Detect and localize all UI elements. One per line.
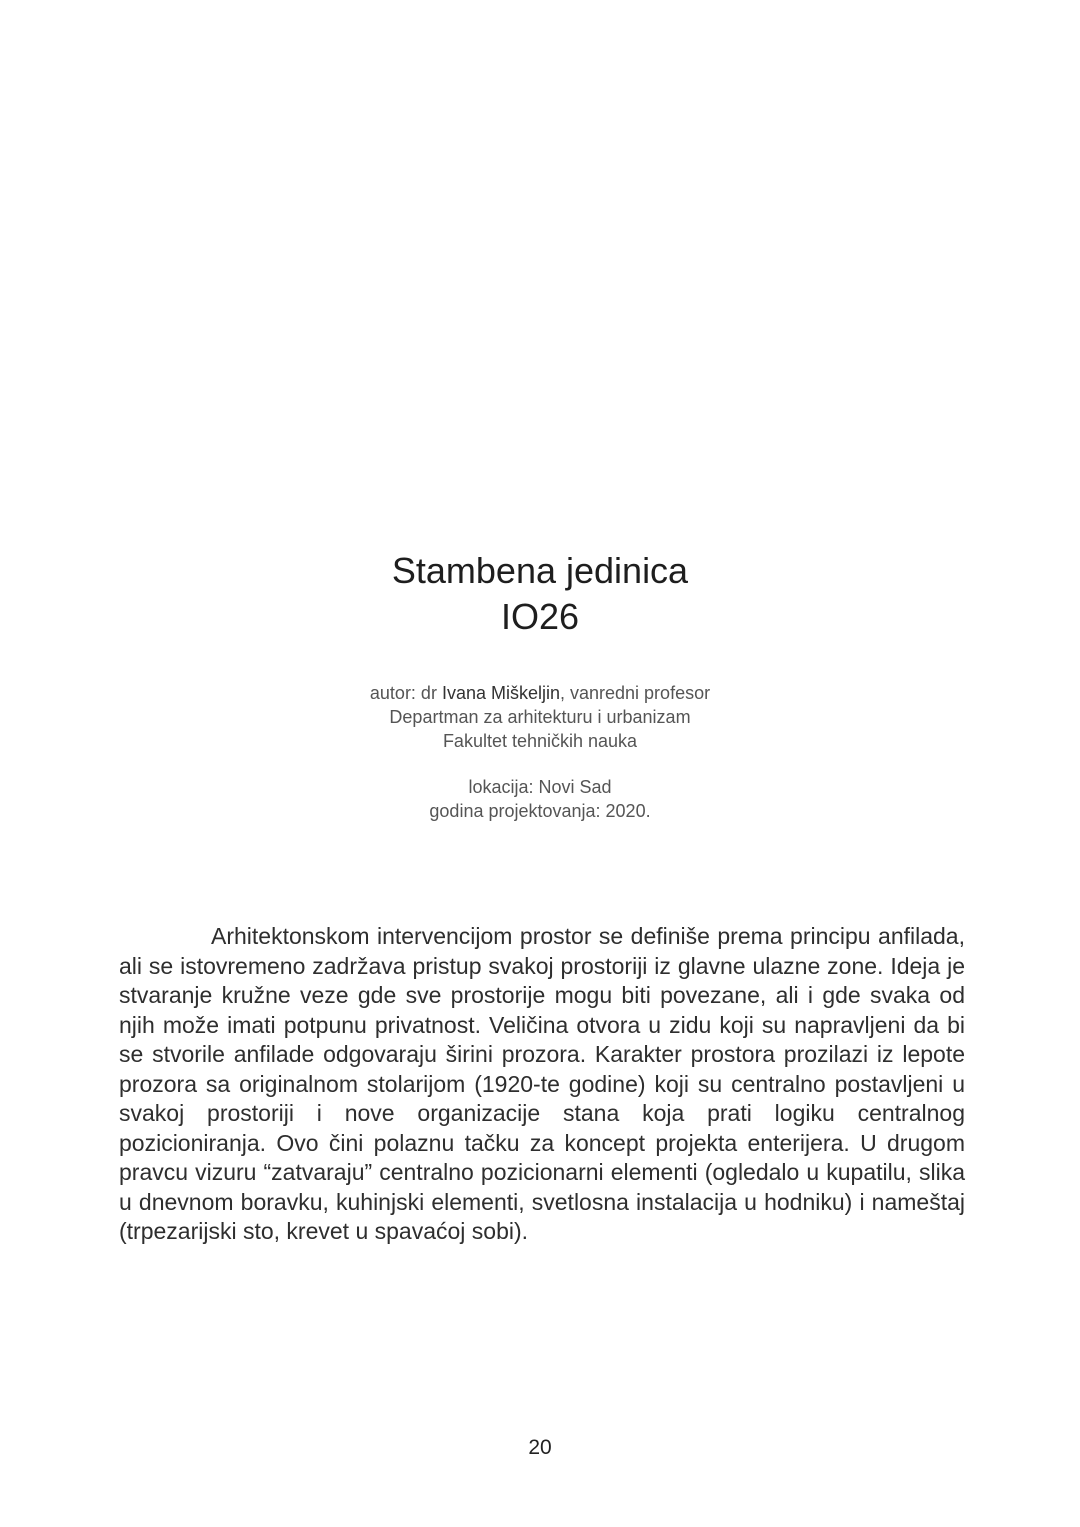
author-line: [0, 681, 1080, 705]
year-line: godina projektovanja: 2020.: [429, 801, 651, 821]
author-suffix: , vanredni profesor: [560, 683, 711, 703]
department-line: Departman za arhitekturu i urbanizam: [389, 707, 691, 727]
location-line: lokacija: Novi Sad: [468, 777, 612, 797]
project-meta: [0, 681, 1080, 823]
author-prefix: autor: dr: [369, 683, 442, 703]
title-line-2: IO26: [500, 596, 580, 637]
body-paragraph: Arhitektonskom intervencijom prostor se definiše prema principu anfilada, ali se istovremeno zadržava pristup svakoj prostoriji iz glavne ulazne zone. Ideja je stvaranje kružne veze gde sve prostorije mogu biti povezane, ali i gde svaka od njih može imati potpunu privatnost. Veličina otvora u zidu koji su napravljeni da bi se stvorile anfilade odgovaraju širini prozora. Karakter prostora prozilazi iz lepote prozora sa originalnom stolarijom (1920-te godine) koji su centralno postavljeni u svakoj prostoriji i nove organizacije stana koja prati logiku centralnog pozicioniranja. Ovo čini polaznu tačku za koncept projekta enterijera. U drugom pravcu vizuru “zatvaraju” centralno pozicionarni elementi (ogledalo u kupatilu, slika u dnevnom boravku, kuhinjski elementi, svetlosna instalacija u hodniku) i nameštaj (trpezarijski sto, krevet u spavaćoj sobi).: [119, 923, 965, 1244]
page-title: [0, 548, 1080, 640]
author-name: Ivana Miškeljin: [441, 683, 560, 703]
meta-spacer: [0, 753, 1080, 775]
page-number: 20: [528, 1436, 552, 1459]
faculty-line: Fakultet tehničkih nauka: [442, 731, 638, 751]
title-line-1: Stambena jedinica: [391, 550, 689, 591]
